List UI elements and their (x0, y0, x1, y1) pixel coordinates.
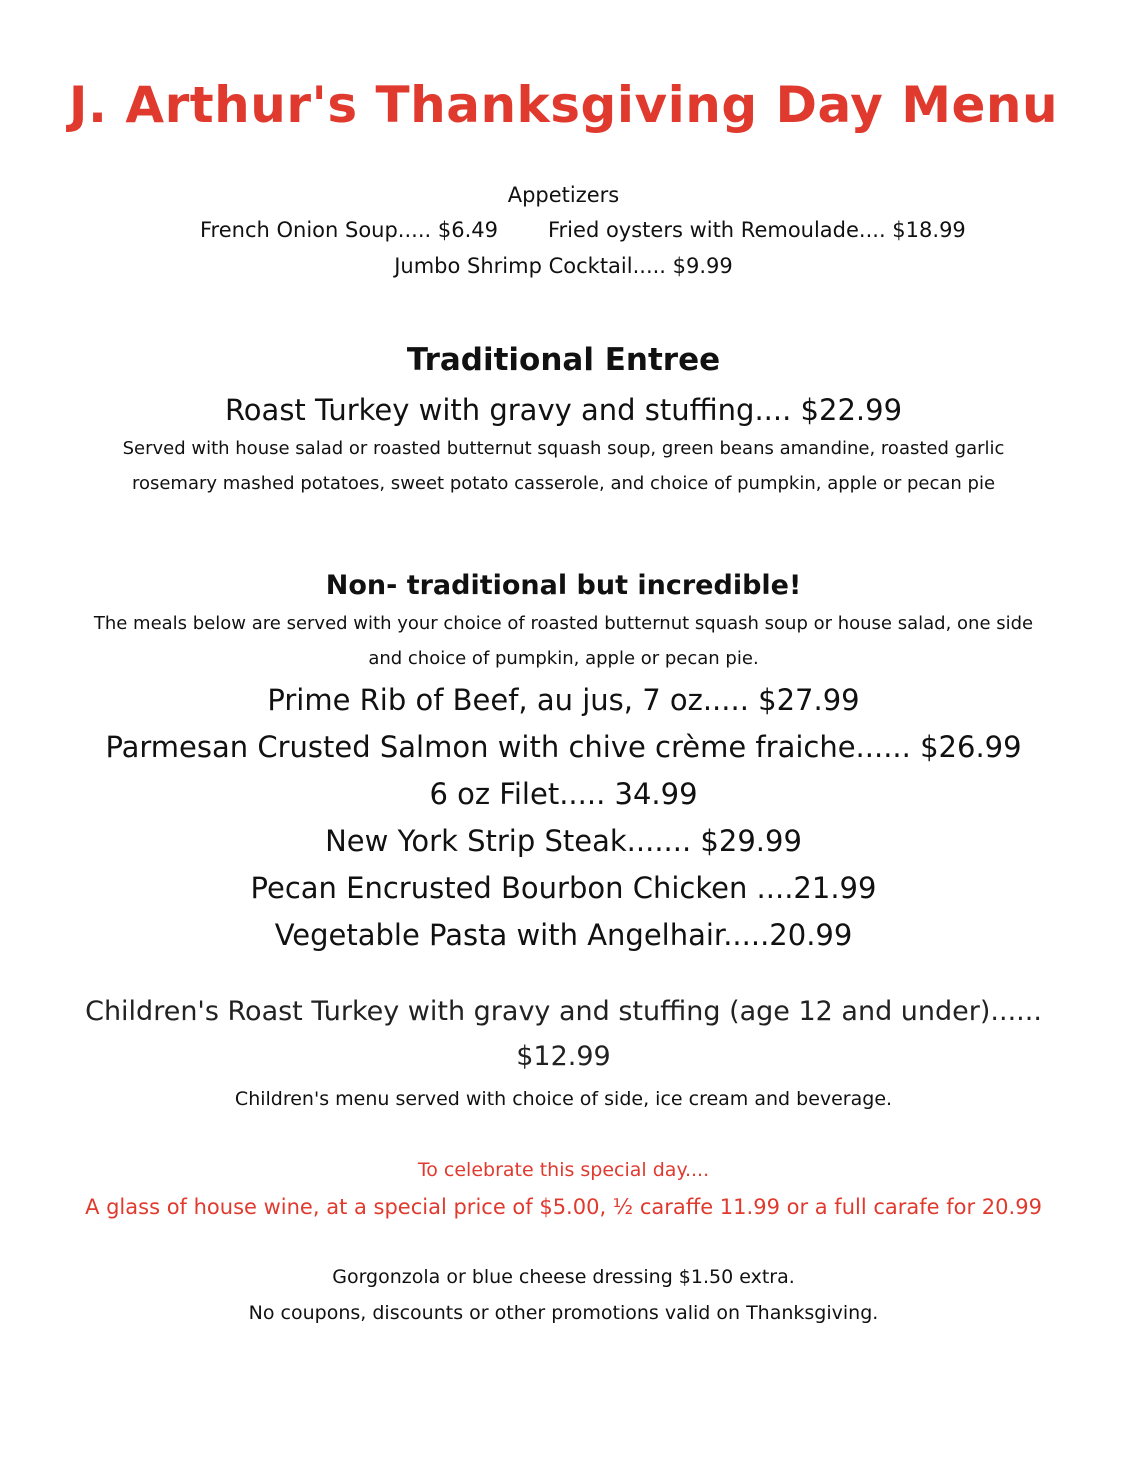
menu-item-vegetable-pasta: Vegetable Pasta with Angelhair.....20.99 (274, 918, 853, 952)
dressing-note: Gorgonzola or blue cheese dressing $1.50 extra. (332, 1266, 795, 1288)
appetizer-item-shrimp-cocktail: Jumbo Shrimp Cocktail..... $9.99 (394, 254, 733, 278)
non-traditional-description-line-1: The meals below are served with your choice of roasted butternut squash soup or house salad, one side (93, 613, 1034, 634)
menu-item-salmon: Parmesan Crusted Salmon with chive crème fraiche...... $26.99 (105, 730, 1022, 764)
promotions-disclaimer: No coupons, discounts or other promotions valid on Thanksgiving. (248, 1302, 879, 1324)
traditional-entree-description-line-1: Served with house salad or roasted butternut squash soup, green beans amandine, roasted garlic (122, 438, 1005, 459)
children-item-line-1: Children's Roast Turkey with gravy and stuffing (age 12 and under)...... (85, 996, 1042, 1027)
traditional-entree-heading: Traditional Entree (406, 342, 721, 378)
children-item-price: $12.99 (516, 1041, 611, 1072)
appetizers-heading: Appetizers (507, 183, 620, 207)
non-traditional-heading: Non- traditional but incredible! (325, 570, 802, 601)
wine-special-offer: A glass of house wine, at a special price of $5.00, ½ caraffe 11.99 or a full carafe for 20.99 (85, 1195, 1042, 1219)
menu-item-bourbon-chicken: Pecan Encrusted Bourbon Chicken ....21.99 (250, 871, 877, 905)
menu-title: J. Arthur's Thanksgiving Day Menu (68, 76, 1059, 134)
traditional-entree-item: Roast Turkey with gravy and stuffing.... $22.99 (224, 393, 903, 427)
menu-item-prime-rib: Prime Rib of Beef, au jus, 7 oz..... $27.99 (267, 683, 860, 717)
appetizer-item-french-onion-soup: French Onion Soup..... $6.49 (200, 218, 498, 242)
wine-special-intro: To celebrate this special day.... (417, 1159, 710, 1181)
menu-item-strip-steak: New York Strip Steak....... $29.99 (325, 824, 802, 858)
appetizer-item-fried-oysters: Fried oysters with Remoulade.... $18.99 (548, 218, 966, 242)
menu-item-filet: 6 oz Filet..... 34.99 (429, 777, 698, 811)
children-menu-note: Children's menu served with choice of side, ice cream and beverage. (234, 1088, 893, 1110)
non-traditional-description-line-2: and choice of pumpkin, apple or pecan pie. (368, 648, 759, 669)
traditional-entree-description-line-2: rosemary mashed potatoes, sweet potato casserole, and choice of pumpkin, apple or pecan pie (131, 473, 996, 494)
